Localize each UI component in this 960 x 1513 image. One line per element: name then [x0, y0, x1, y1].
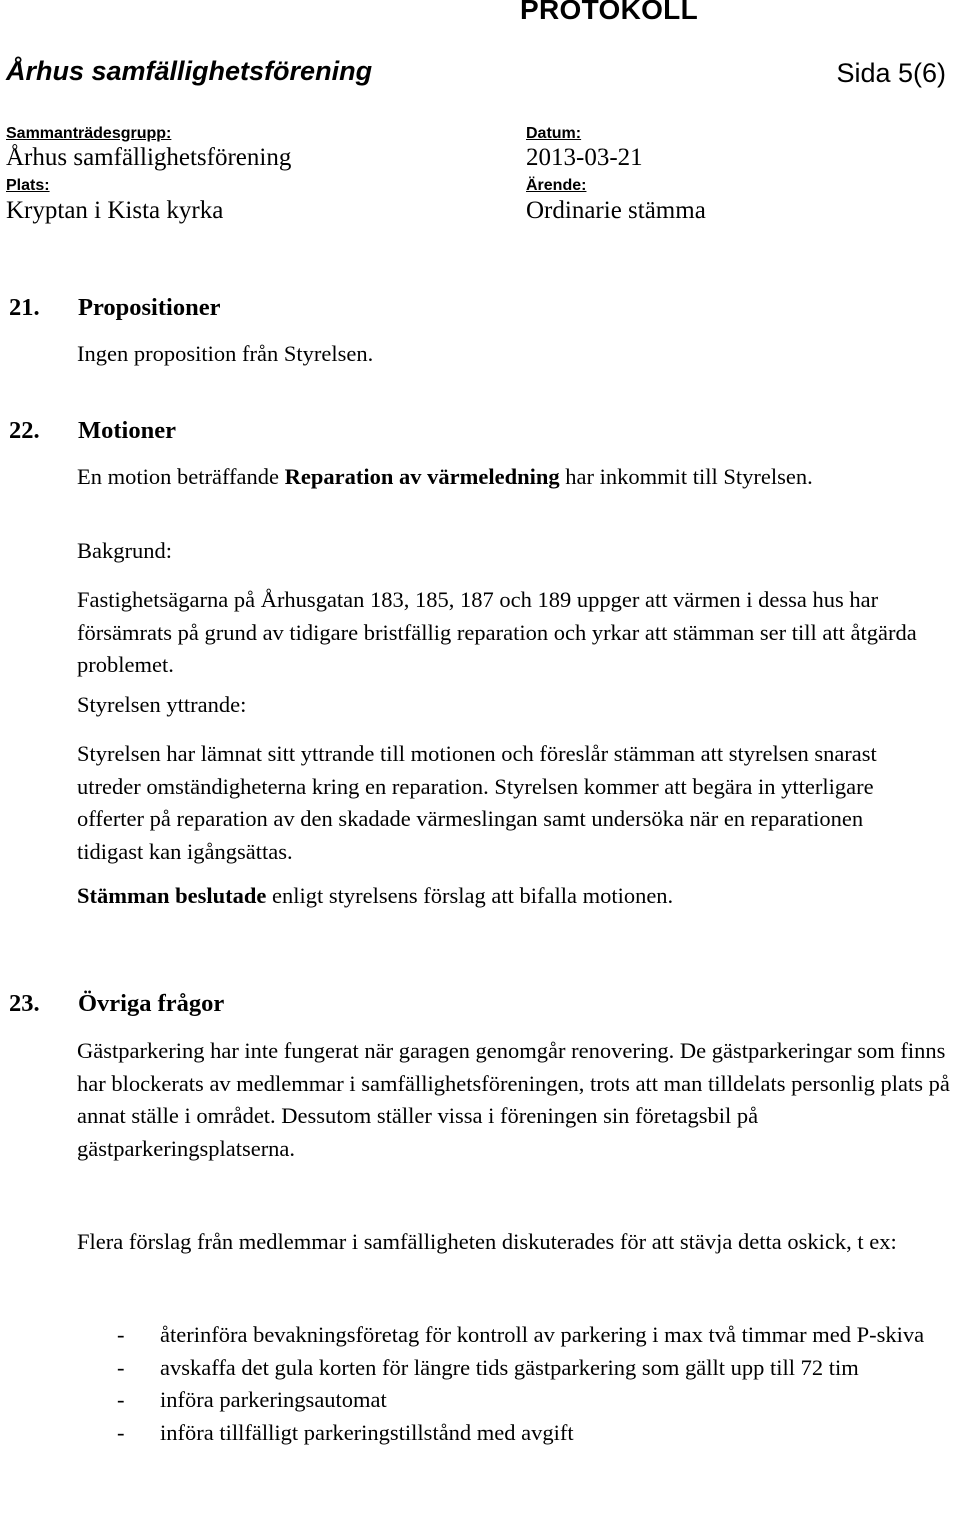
section-22-number: 22. — [9, 417, 40, 444]
other-questions-paragraph-1: Gästparkering har inte fungerat när garagen genomgår renovering. De gästparkeringar som finns har blockerats av medlemmar i samfällighetsföreningen, trots att man tilldelats personlig plats på annat ställe i området. Dessutom ställer vissa i föreningen sin företagsbil på gästparkeringsplatserna. — [77, 1038, 950, 1161]
other-questions-paragraph-2: Flera förslag från medlemmar i samfälligheten diskuterades för att stävja detta oskick, t ex: — [77, 1229, 897, 1254]
organization-name: Århus samfällighetsförening — [6, 56, 373, 86]
section-21-title: Propositioner — [78, 294, 221, 321]
list-item-text: avskaffa det gula korten för längre tids gästparkering som gällt upp till 72 tim — [160, 1354, 859, 1380]
place-label: Plats: — [6, 177, 50, 194]
decision-text — [77, 880, 957, 913]
list-item-text: införa tillfälligt parkeringstillstånd med avgift — [160, 1419, 574, 1445]
document-type-title: PROTOKOLL — [520, 0, 698, 25]
section-22-title: Motioner — [78, 417, 176, 444]
date-label: Datum: — [526, 125, 582, 142]
list-item-text: införa parkeringsautomat — [160, 1387, 387, 1412]
list-item — [117, 1384, 957, 1417]
page-number: Sida 5(6) — [836, 58, 946, 88]
list-bullet: - — [117, 1354, 125, 1380]
list-bullet: - — [117, 1322, 125, 1347]
matter-value: Ordinarie stämma — [526, 197, 706, 224]
background-text: Fastighetsägarna på Århusgatan 183, 185, 187 och 189 uppger att värmen i dessa hus har försämrats på grund av tidigare bristfällig reparation och yrkar att stämman ser till att åtgärda problemet. — [77, 587, 917, 677]
section-21-number: 21. — [9, 294, 40, 321]
motion-intro-post: har inkommit till Styrelsen. — [559, 464, 813, 489]
background-label: Bakgrund: — [77, 538, 172, 563]
section-23-number: 23. — [9, 990, 40, 1017]
place-value: Kryptan i Kista kyrka — [6, 197, 224, 224]
decision-rest: enligt styrelsens förslag att bifalla motionen. — [266, 883, 674, 908]
board-statement-label: Styrelsen yttrande: — [77, 692, 247, 717]
list-bullet: - — [117, 1387, 125, 1412]
motion-intro-pre: En motion beträffande — [77, 464, 285, 489]
decision-label: Stämman beslutade — [77, 883, 267, 908]
list-item — [117, 1319, 957, 1352]
matter-label: Ärende: — [526, 177, 587, 194]
list-bullet: - — [117, 1419, 125, 1445]
motion-intro — [77, 461, 887, 494]
section-21-text: Ingen proposition från Styrelsen. — [77, 341, 374, 366]
list-item — [117, 1417, 957, 1450]
date-value: 2013-03-21 — [526, 144, 643, 171]
meeting-group-value: Århus samfällighetsförening — [6, 144, 292, 171]
motion-title: Reparation av värmeledning — [284, 464, 560, 489]
section-23-title: Övriga frågor — [78, 990, 225, 1017]
list-item-text: återinföra bevakningsföretag för kontroll av parkering i max två timmar med P-skiva — [160, 1322, 925, 1347]
list-item — [117, 1352, 957, 1385]
meeting-group-label: Sammanträdesgrupp: — [6, 125, 172, 142]
proposal-list — [117, 1319, 957, 1449]
board-statement-text: Styrelsen har lämnat sitt yttrande till motionen och föreslår stämman att styrelsen snarast utreder omständigheterna kring en reparation. Styrelsen kommer att begära in ytterligare offerter på reparation av den skadade värmeslingan samt undersöka när en reparationen tidigast kan igångsättas. — [77, 741, 877, 864]
